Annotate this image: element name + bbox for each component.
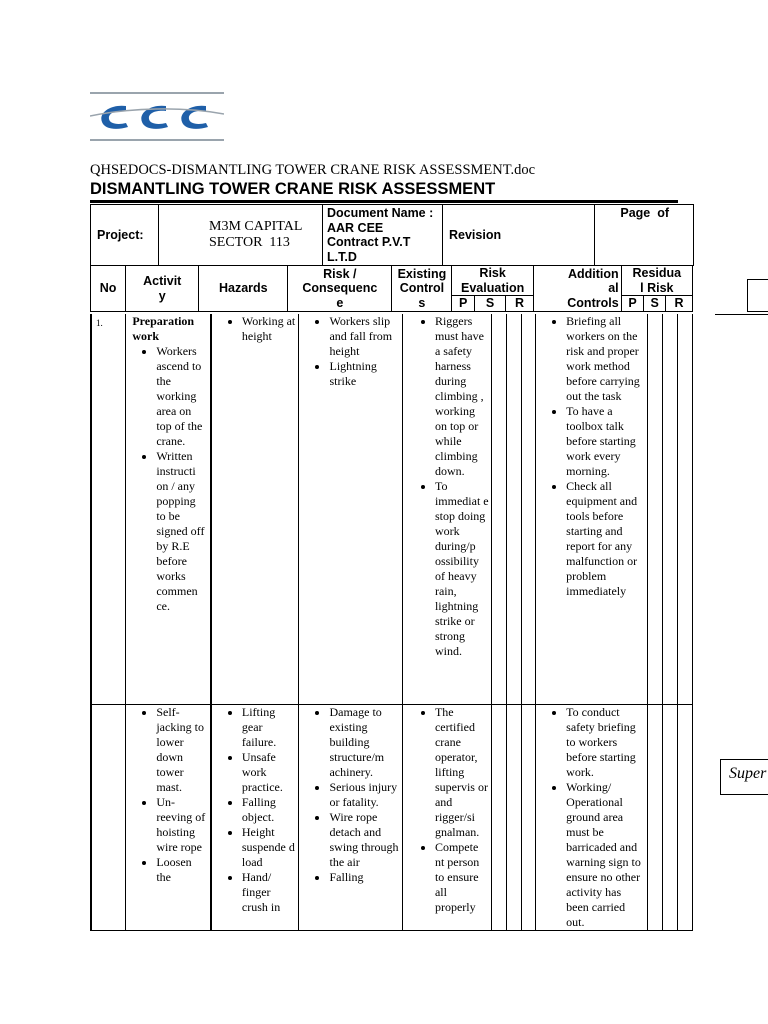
existing-controls-cell [402, 314, 491, 704]
company-logo [90, 92, 224, 142]
list-item: • Damage to existing building structure/m achinery. [329, 705, 399, 780]
list-item: • The certified crane operator, lifting supervis or and rigger/si gnalman. [435, 705, 489, 840]
eval-s-cell [507, 314, 521, 704]
project-label: Project: [91, 205, 159, 266]
col-existing-controls: Existing Control s [392, 266, 452, 312]
document-header-table [90, 204, 694, 266]
list-item: • To have a toolbox talk before starting work every morning. [566, 404, 645, 479]
col-eval-s: S [475, 296, 506, 312]
col-additional-controls: Addition al Controls [533, 266, 621, 312]
list-item: • Working at height [242, 314, 297, 344]
list-item: • Serious injury or fatality. [329, 780, 399, 810]
col-risk-evaluation: Risk Evaluation [452, 266, 534, 296]
list-item: • Briefing all workers on the risk and proper work method before carrying out the task [566, 314, 645, 404]
list-item: • Working/ Operational ground area must be barricaded and warning sign to ensure no other activity has been carried out. [566, 780, 645, 930]
consequence-cell [299, 704, 402, 930]
list-item: • Loosen the [156, 855, 208, 885]
list-item: • Height suspende d load [242, 825, 297, 870]
project-value: M3M CAPITAL SECTOR 113 [159, 205, 323, 266]
residual-s-cell [663, 314, 677, 704]
activity-title: Preparation work [132, 314, 195, 343]
eval-r-cell [521, 704, 535, 930]
col-residual-s: S [644, 296, 666, 312]
col-residual-p: P [621, 296, 644, 312]
col-hazards: Hazards [199, 266, 288, 312]
document-name: Document Name : AAR CEE Contract P.V.T L.T.D [323, 205, 443, 266]
residual-s-cell [663, 704, 677, 930]
list-item: • Written instructi on / any popping to be signed off by R.E before works commen ce. [156, 449, 208, 614]
list-item: • Lightning strike [329, 359, 399, 389]
list-item: • To immediat e stop doing work during/p ossibility of heavy rain, lightning strike or strong wind. [435, 479, 489, 659]
column-header-table [90, 265, 693, 312]
activity-cell [126, 314, 211, 704]
residual-p-cell [647, 314, 662, 704]
list-item: • Lifting gear failure. [242, 705, 297, 750]
residual-p-cell [647, 704, 662, 930]
list-item: • Self-jacking to lower down tower mast. [156, 705, 208, 795]
additional-controls-cell [536, 314, 648, 704]
list-item: • Check all equipment and tools before starting and report for any malfunction or problem immediately [566, 479, 645, 599]
residual-r-cell [677, 704, 692, 930]
list-item: • Workers slip and fall from height [329, 314, 399, 359]
col-risk-consequence: Risk / Consequenc e [288, 266, 392, 312]
list-item: • Un-reeving of hoisting wire rope [156, 795, 208, 855]
list-item: • Compete nt person to ensure all properly [435, 840, 489, 915]
existing-controls-cell [402, 704, 491, 930]
consequence-cell [299, 314, 402, 704]
list-item: • Unsafe work practice. [242, 750, 297, 795]
list-item: • Riggers must have a safety harness during climbing , working on top or while climbing down. [435, 314, 489, 479]
col-eval-r: R [506, 296, 534, 312]
page-label: Page of [595, 205, 694, 266]
row-number: 1. [91, 314, 126, 704]
hazards-cell [211, 314, 299, 704]
hazards-cell [211, 704, 299, 930]
col-activity: Activit y [126, 266, 199, 312]
row-number [91, 704, 126, 930]
risk-table-body [90, 314, 693, 931]
activity-cell [126, 704, 211, 930]
col-eval-p: P [452, 296, 475, 312]
col-residual-risk: Residua l Risk [621, 266, 692, 296]
side-box [747, 279, 768, 312]
list-item: • To conduct safety briefing to workers before starting work. [566, 705, 645, 780]
title-divider [90, 200, 678, 203]
side-divider [715, 314, 768, 315]
eval-r-cell [521, 314, 535, 704]
document-filename: QHSEDOCS-DISMANTLING TOWER CRANE RISK ASSESSMENT.doc [90, 162, 536, 178]
list-item: • Workers ascend to the working area on top of the crane. [156, 344, 208, 449]
table-row [91, 314, 693, 704]
list-item: • Wire rope detach and swing through the air [329, 810, 399, 870]
eval-p-cell [492, 704, 507, 930]
table-row [91, 704, 693, 930]
col-residual-r: R [666, 296, 693, 312]
revision-label: Revision [443, 205, 595, 266]
side-label: Super [720, 759, 768, 795]
eval-s-cell [507, 704, 521, 930]
col-no: No [91, 266, 126, 312]
eval-p-cell [492, 314, 507, 704]
residual-r-cell [677, 314, 692, 704]
additional-controls-cell [536, 704, 648, 930]
list-item: • Falling object. [242, 795, 297, 825]
document-title: DISMANTLING TOWER CRANE RISK ASSESSMENT [90, 180, 496, 198]
list-item: • Falling [329, 870, 399, 885]
list-item: • Hand/ finger crush in [242, 870, 297, 915]
